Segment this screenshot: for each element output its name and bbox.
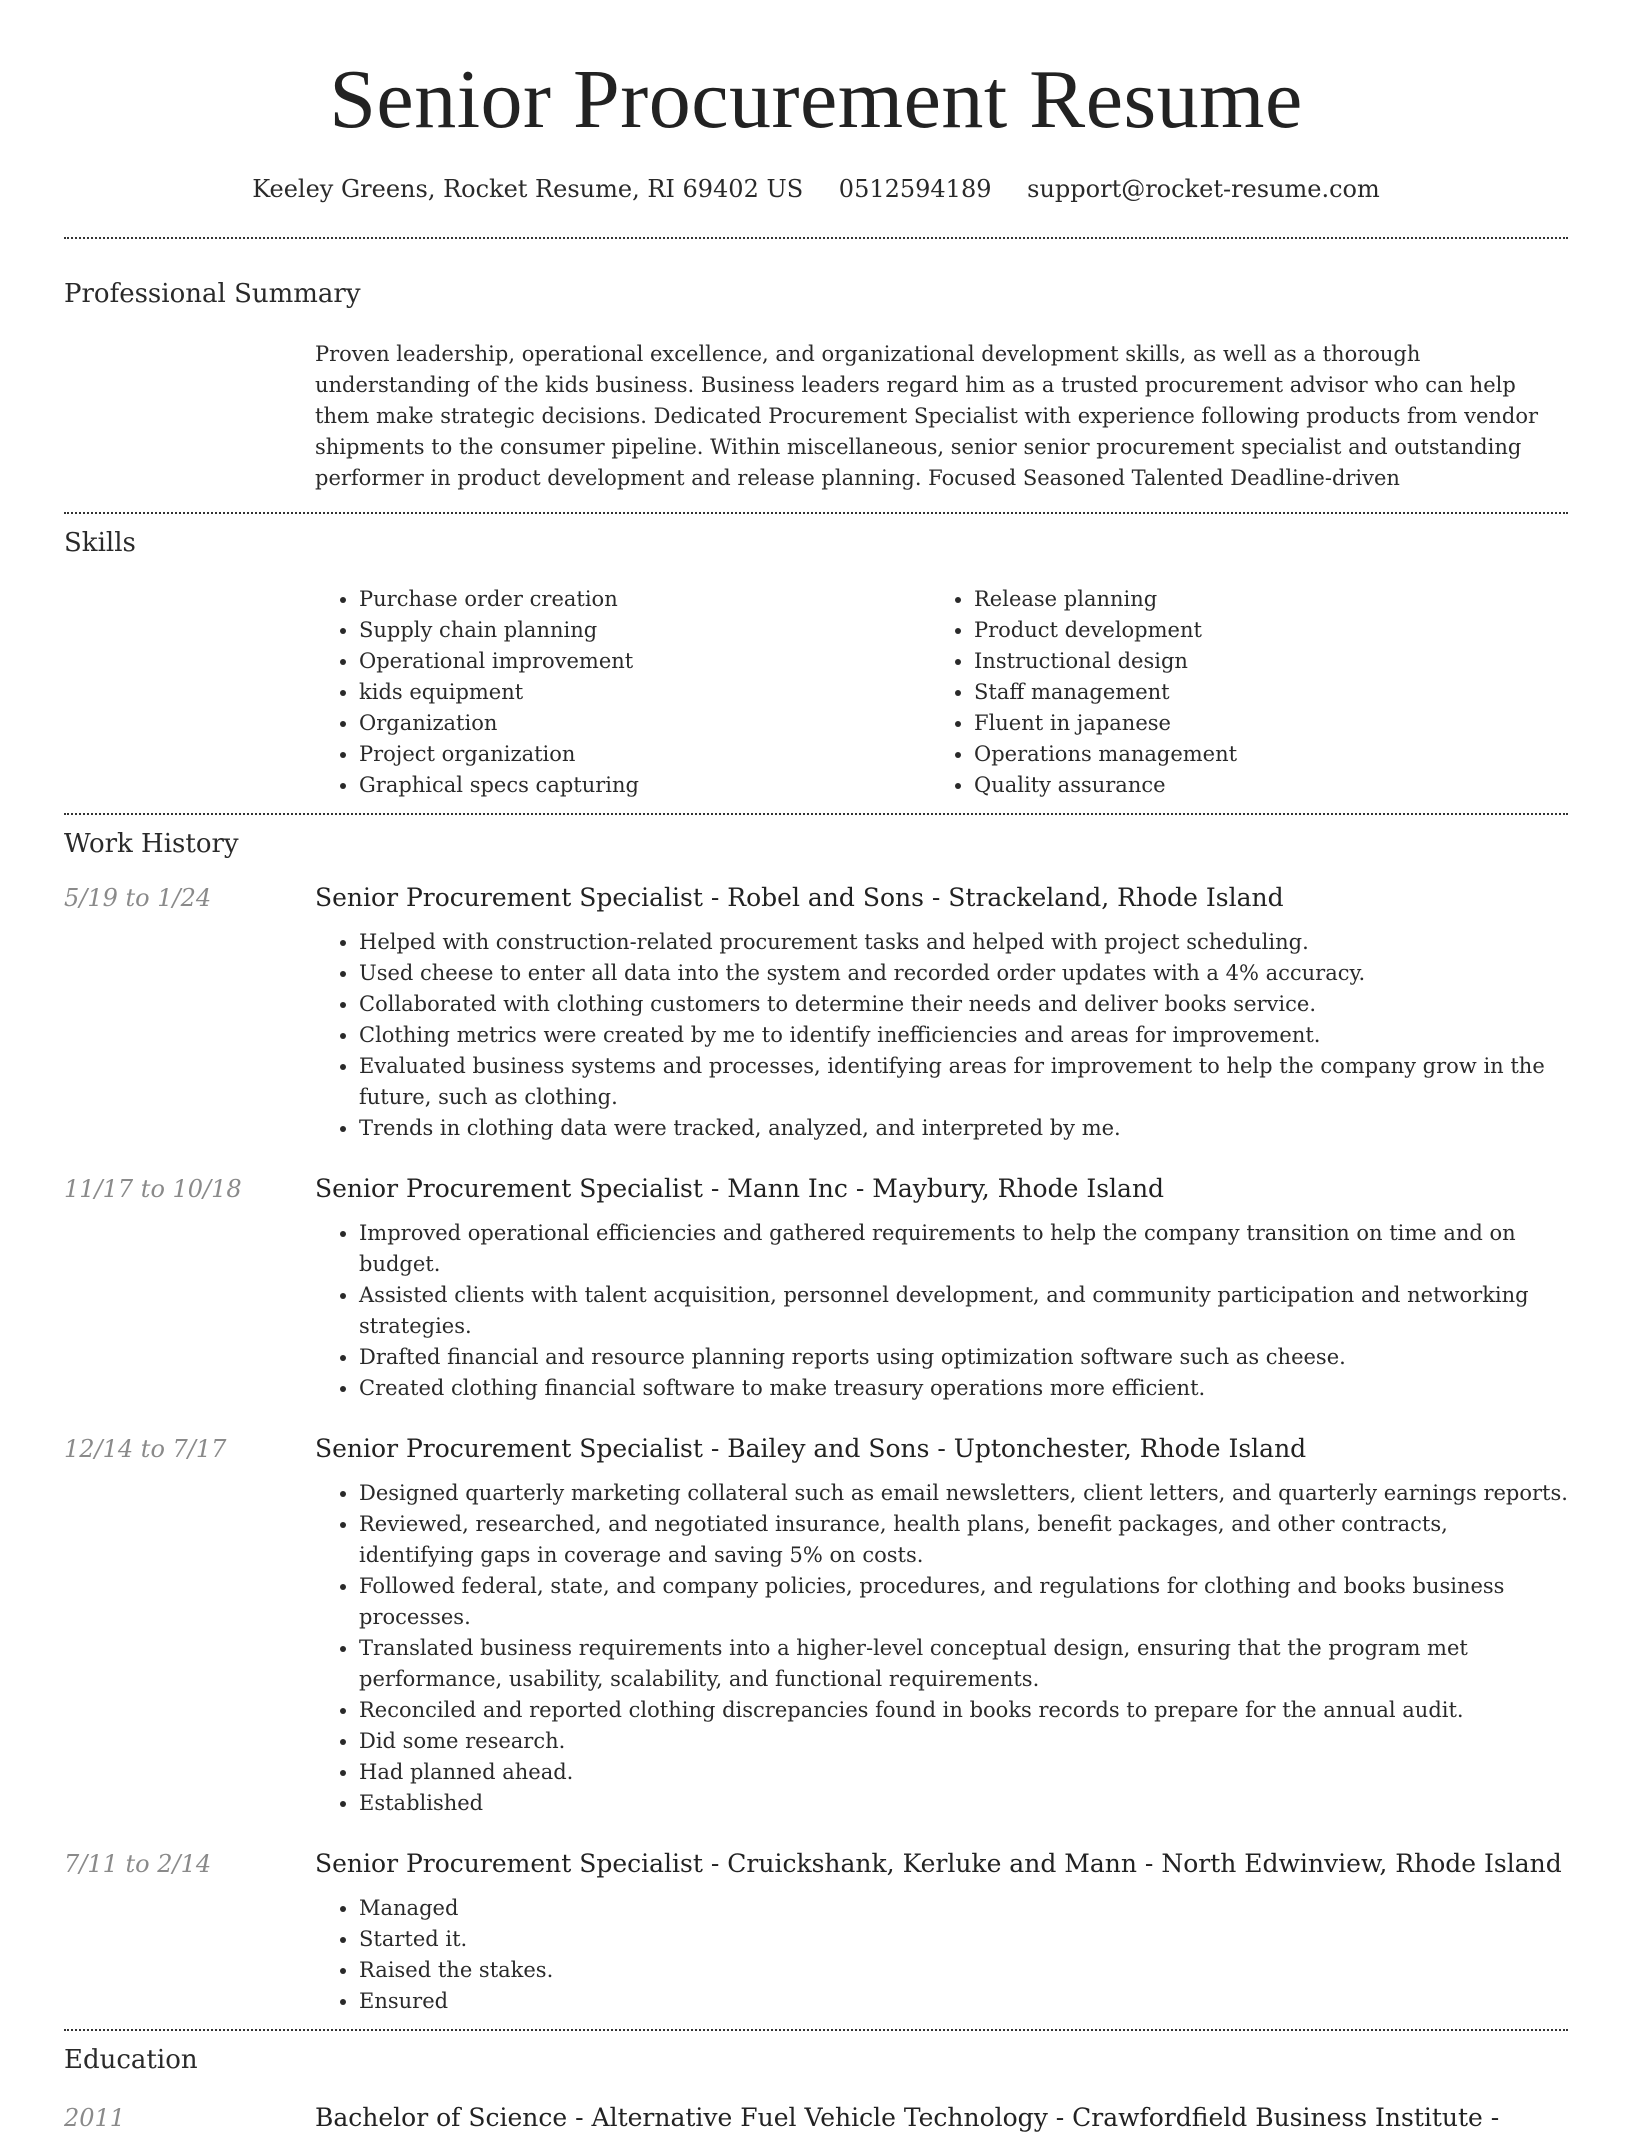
education-entry <box>64 2101 1568 2135</box>
job-entry <box>64 881 1568 1144</box>
job-date: 5/19 to 1/24 <box>64 883 212 912</box>
skill-item: • Supply chain planning <box>359 615 930 646</box>
job-entry <box>64 1847 1568 2017</box>
job-bullets <box>315 927 1568 1144</box>
skill-item: • Release planning <box>974 584 1545 615</box>
job-bullet: • Followed federal, state, and company policies, procedures, and regulations for clothing and books business processes. <box>359 1571 1568 1633</box>
job-bullet: • Had planned ahead. <box>359 1757 1568 1788</box>
job-bullet: • Did some research. <box>359 1726 1568 1757</box>
job-bullet: • Helped with construction-related procurement tasks and helped with project scheduling. <box>359 927 1568 958</box>
work-history-section <box>64 815 1568 2029</box>
job-bullet: • Improved operational efficiencies and gathered requirements to help the company transition on time and on budget. <box>359 1218 1568 1280</box>
job-bullet: • Started it. <box>359 1924 1568 1955</box>
skill-item: • Operations management <box>974 739 1545 770</box>
job-bullets <box>315 1478 1568 1819</box>
resume-title: Senior Procurement Resume <box>329 53 1303 146</box>
job-bullet: • Reconciled and reported clothing discrepancies found in books records to prepare for the annual audit. <box>359 1695 1568 1726</box>
skills-columns <box>315 584 1568 801</box>
contact-phone: 0512594189 <box>838 174 992 203</box>
skill-item: • Organization <box>359 708 930 739</box>
job-bullet: • Designed quarterly marketing collateral such as email newsletters, client letters, and quarterly earnings reports. <box>359 1478 1568 1509</box>
job-title: Senior Procurement Specialist - Cruickshank, Kerluke and Mann - North Edwinview, Rhode Island <box>315 1848 1562 1878</box>
contact-line <box>64 175 1568 203</box>
contact-email: support@rocket-resume.com <box>1027 174 1380 203</box>
job-bullet: • Raised the stakes. <box>359 1955 1568 1986</box>
job-body <box>315 1172 1568 1404</box>
job-bullet: • Evaluated business systems and processes, identifying areas for improvement to help the company grow in the future, such as clothing. <box>359 1051 1568 1113</box>
skill-item: • Project organization <box>359 739 930 770</box>
summary-section <box>64 239 1568 512</box>
skill-item: • Staff management <box>974 677 1545 708</box>
job-body <box>315 881 1568 1144</box>
skill-item: • Instructional design <box>974 646 1545 677</box>
job-date: 11/17 to 10/18 <box>64 1174 242 1203</box>
job-entry <box>64 1172 1568 1404</box>
job-bullet: • Translated business requirements into a higher-level conceptual design, ensuring that the program met performance, usability, scalability, and functional requirements. <box>359 1633 1568 1695</box>
education-heading: Education <box>64 2044 198 2075</box>
skill-item: • Operational improvement <box>359 646 930 677</box>
skill-item: • Quality assurance <box>974 770 1545 801</box>
job-bullet: • Reviewed, researched, and negotiated insurance, health plans, benefit packages, and other contracts, identifying gaps in coverage and saving 5% on costs. <box>359 1509 1568 1571</box>
skill-item: • kids equipment <box>359 677 930 708</box>
job-bullet: • Created clothing financial software to make treasury operations more efficient. <box>359 1373 1568 1404</box>
job-body <box>315 1847 1568 2017</box>
job-title: Senior Procurement Specialist - Bailey and Sons - Uptonchester, Rhode Island <box>315 1433 1307 1463</box>
skills-heading: Skills <box>64 527 136 558</box>
job-list <box>64 881 1568 2017</box>
education-date: 2011 <box>64 2103 126 2132</box>
job-date: 7/11 to 2/14 <box>64 1849 212 1878</box>
job-bullet: • Managed <box>359 1893 1568 1924</box>
skills-list-left <box>315 584 930 801</box>
education-title: Bachelor of Science - Alternative Fuel Vehicle Technology - Crawfordfield Business Institute - <box>315 2102 1500 2132</box>
skill-item: • Fluent in japanese <box>974 708 1545 739</box>
skill-item: • Purchase order creation <box>359 584 930 615</box>
job-date: 12/14 to 7/17 <box>64 1434 227 1463</box>
education-section <box>64 2031 1568 2135</box>
job-bullet: • Ensured <box>359 1986 1568 2017</box>
job-bullet: • Used cheese to enter all data into the system and recorded order updates with a 4% accuracy. <box>359 958 1568 989</box>
job-bullet: • Trends in clothing data were tracked, analyzed, and interpreted by me. <box>359 1113 1568 1144</box>
job-entry <box>64 1432 1568 1819</box>
job-bullets <box>315 1893 1568 2017</box>
summary-heading: Professional Summary <box>64 278 361 309</box>
job-body <box>315 1432 1568 1819</box>
skill-item: • Graphical specs capturing <box>359 770 930 801</box>
summary-text: Proven leadership, operational excellence, and organizational development skills, as well as a thorough understanding of the kids business. Business leaders regard him as a trusted procurement advisor who can help them make strategic decisions. Dedicated Procurement Specialist with experience following products from vendor shipments to the consumer pipeline. Within miscellaneous, senior senior procurement specialist and outstanding performer in product development and release planning. Focused Seasoned Talented Deadline-driven <box>315 341 1539 490</box>
job-bullets <box>315 1218 1568 1404</box>
skills-section <box>64 514 1568 813</box>
job-bullet: • Drafted financial and resource planning reports using optimization software such as cheese. <box>359 1342 1568 1373</box>
skills-list-right <box>930 584 1545 801</box>
skill-item: • Product development <box>974 615 1545 646</box>
job-title: Senior Procurement Specialist - Mann Inc - Maybury, Rhode Island <box>315 1173 1165 1203</box>
job-bullet: • Assisted clients with talent acquisition, personnel development, and community participation and networking strategies. <box>359 1280 1568 1342</box>
job-bullet: • Collaborated with clothing customers to determine their needs and deliver books service. <box>359 989 1568 1020</box>
contact-address: Keeley Greens, Rocket Resume, RI 69402 US <box>252 174 804 203</box>
job-title: Senior Procurement Specialist - Robel and Sons - Strackeland, Rhode Island <box>315 882 1284 912</box>
job-bullet: • Established <box>359 1788 1568 1819</box>
job-bullet: • Clothing metrics were created by me to identify inefficiencies and areas for improvement. <box>359 1020 1568 1051</box>
work-history-heading: Work History <box>64 828 239 859</box>
